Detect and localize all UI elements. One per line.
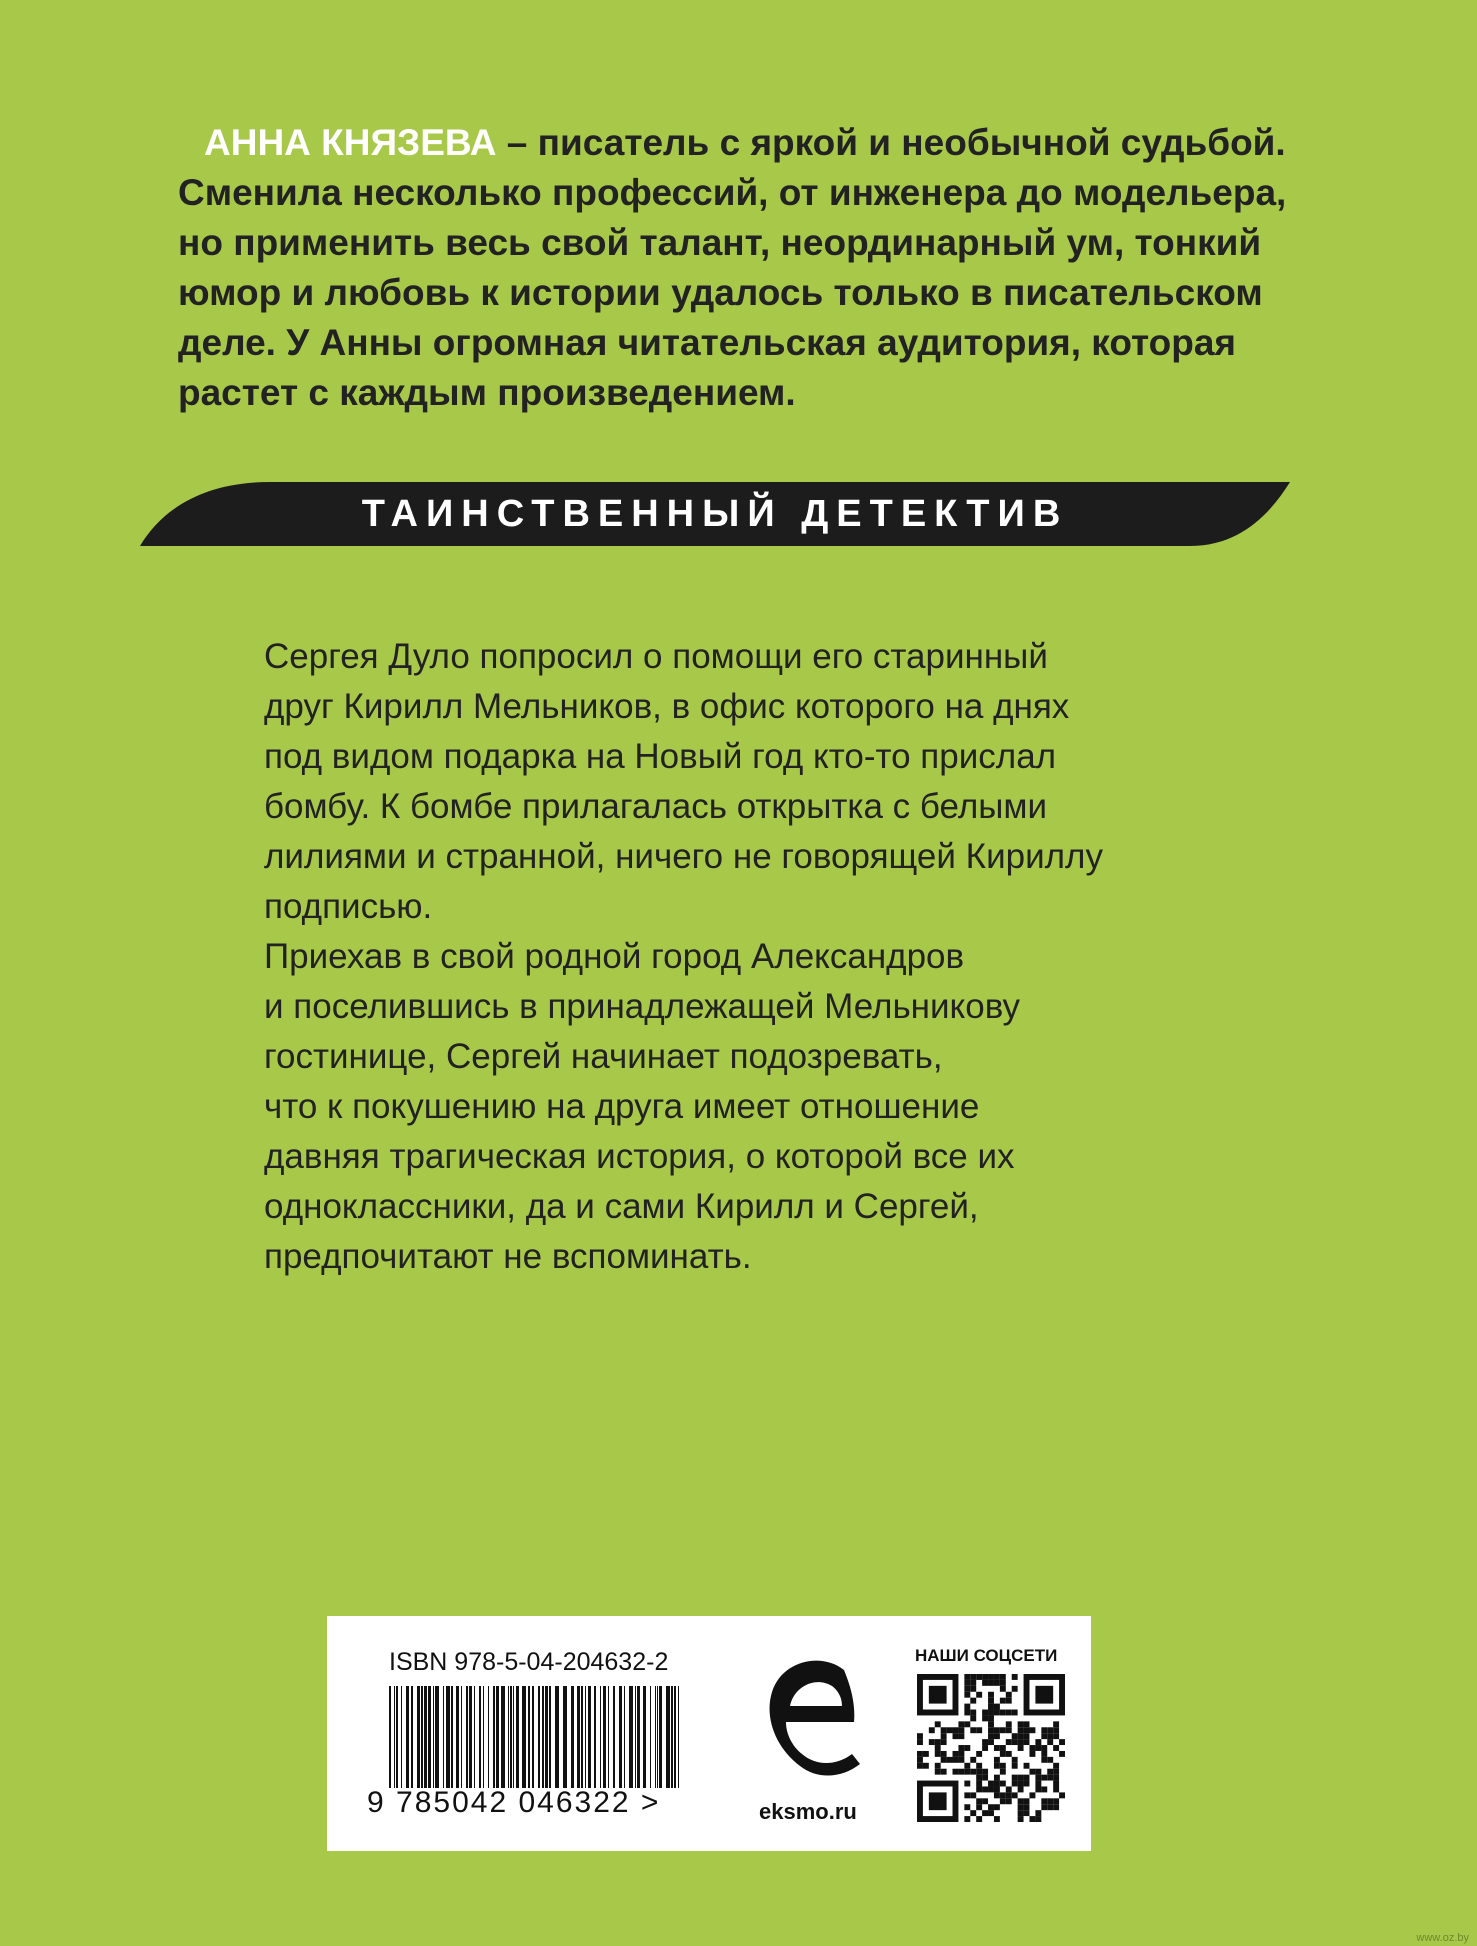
bio-line-4: юмор и любовь к истории удалось только в писательском: [178, 272, 1263, 313]
bio-line-2: Сменила несколько профессий, от инженера до модельера,: [178, 172, 1287, 213]
summary-line: давняя трагическая история, о которой все их: [264, 1137, 1015, 1176]
watermark: www.oz.by: [1416, 1932, 1469, 1944]
qr-code-icon: [917, 1674, 1065, 1822]
summary-line: и поселившись в принадлежащей Мельникову: [264, 987, 1021, 1026]
summary-line: предпочитают не вспоминать.: [264, 1237, 752, 1276]
summary-line: гостинице, Сергей начинает подозревать,: [264, 1037, 943, 1076]
summary-line: Приехав в свой родной город Александров: [264, 937, 965, 976]
eksmo-logo-icon: [764, 1656, 868, 1786]
publication-info-box: [327, 1616, 1091, 1851]
author-name: АННА КНЯЗЕВА: [204, 122, 497, 163]
social-title: НАШИ СОЦСЕТИ: [915, 1646, 1058, 1665]
summary-line: одноклассники, да и сами Кирилл и Сергей,: [264, 1187, 979, 1226]
bio-line-5: деле. У Анны огромная читательская аудитория, которая: [178, 322, 1237, 363]
summary-line: под видом подарка на Новый год кто-то прислал: [264, 737, 1057, 776]
summary-line: бомбу. К бомбе прилагалась открытка с белыми: [264, 787, 1048, 826]
summary-line: подписью.: [264, 887, 433, 926]
bio-line-6: растет с каждым произведением.: [178, 372, 796, 413]
summary-line: друг Кирилл Мельников, в офис которого на днях: [264, 687, 1070, 726]
summary-line: лилиями и странной, ничего не говорящей Кириллу: [264, 837, 1103, 876]
bio-line-1-rest: – писатель с яркой и необычной судьбой.: [496, 122, 1286, 163]
barcode-icon: [389, 1686, 689, 1788]
genre-banner: [140, 482, 1290, 546]
bio-line-1: [178, 118, 1328, 168]
author-bio: [178, 118, 1328, 418]
isbn-text: ISBN 978-5-04-204632-2: [389, 1648, 669, 1676]
summary-line: что к покушению на друга имеет отношение: [264, 1087, 980, 1126]
genre-label: ТАИНСТВЕННЫЙ ДЕТЕКТИВ: [361, 493, 1069, 535]
barcode-digits: 9 785042 046322 >: [367, 1786, 661, 1819]
summary-line: Сергея Дуло попросил о помощи его старинный: [264, 637, 1048, 676]
publisher-site: eksmo.ru: [759, 1799, 857, 1824]
bio-line-3: но применить весь свой талант, неординарный ум, тонкий: [178, 222, 1262, 263]
book-summary: [264, 632, 1284, 1282]
